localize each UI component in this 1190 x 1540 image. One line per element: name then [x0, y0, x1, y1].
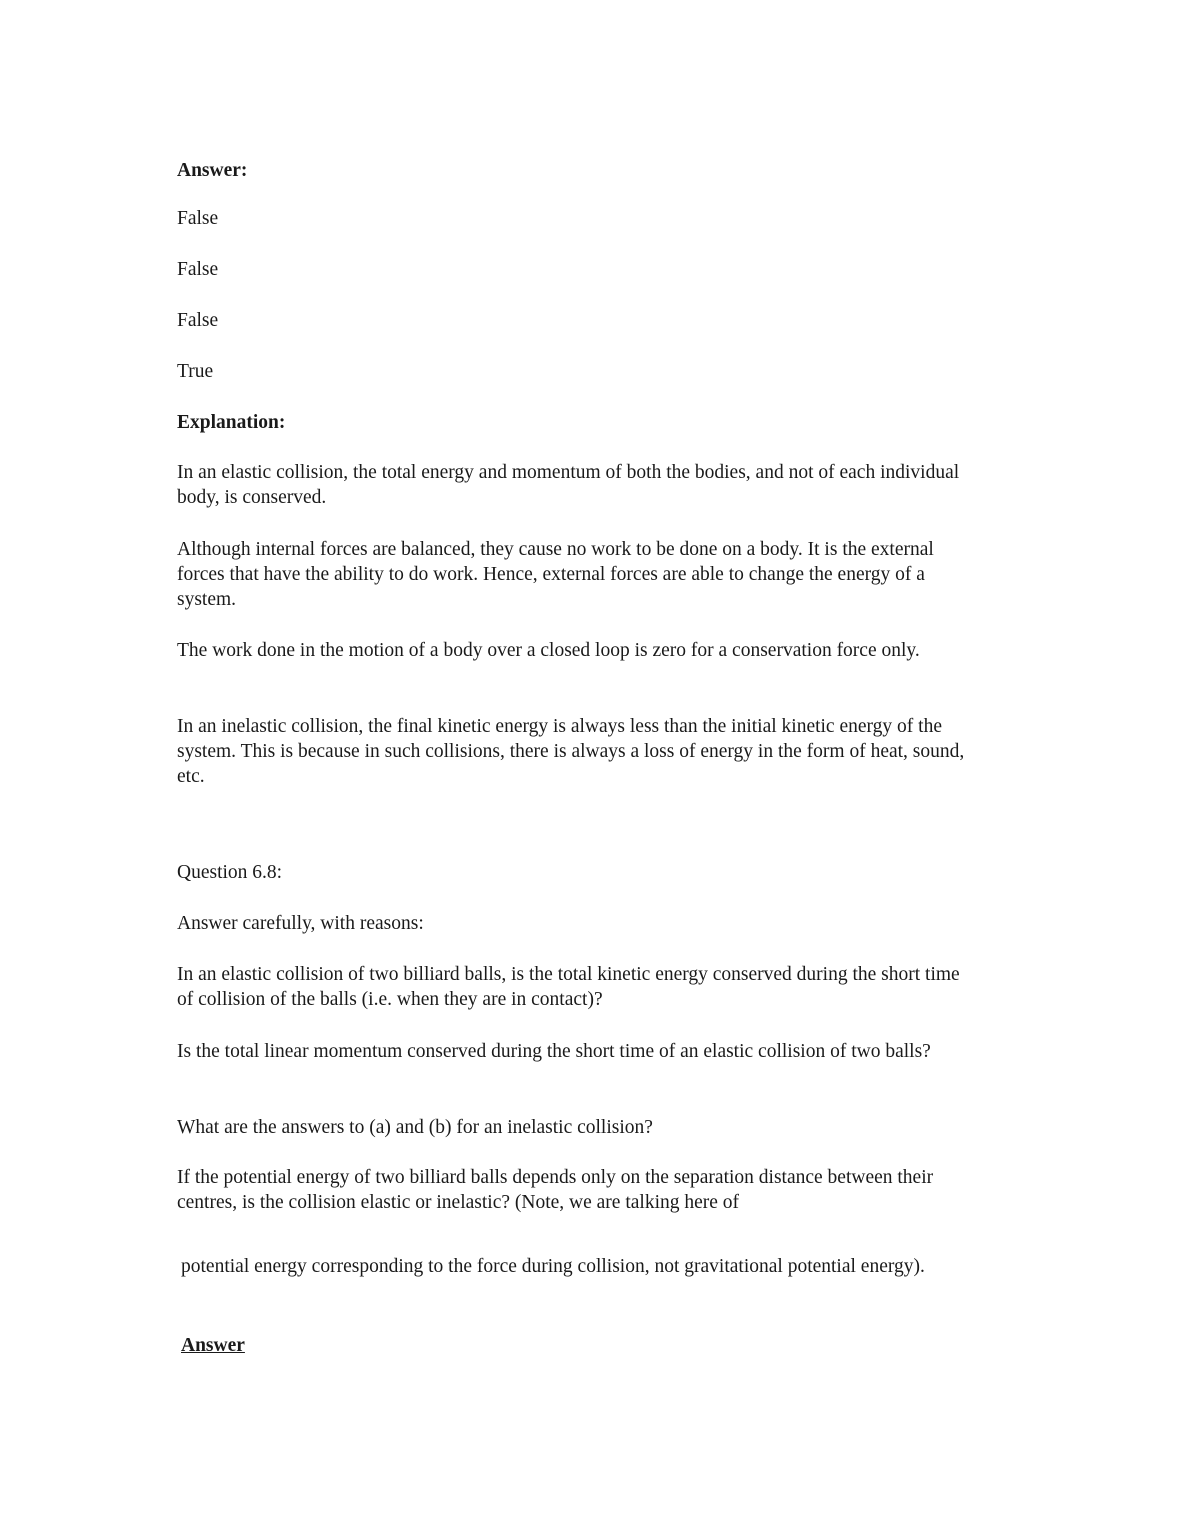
answer-item-1: False	[177, 208, 219, 229]
explanation-heading: Explanation:	[177, 412, 286, 433]
question-title: Question 6.8:	[177, 862, 283, 883]
answer-heading: Answer:	[177, 160, 248, 181]
answer-footer-heading: Answer	[181, 1335, 245, 1356]
question-part-a: In an elastic collision of two billiard balls, is the total kinetic energy conserved during the short time of collision of the balls (i.e. when they are in contact)?	[177, 964, 960, 1010]
answer-item-3: False	[177, 310, 219, 331]
explanation-paragraph-1: In an elastic collision, the total energy and momentum of both the bodies, and not of each individual body, is conserved.	[177, 462, 960, 508]
explanation-paragraph-3: The work done in the motion of a body over a closed loop is zero for a conservation force only.	[177, 640, 920, 661]
question-part-d: If the potential energy of two billiard balls depends only on the separation distance between their centres, is the collision elastic or inelastic? (Note, we are talking here of	[177, 1167, 934, 1213]
question-part-b: Is the total linear momentum conserved during the short time of an elastic collision of two balls?	[177, 1041, 931, 1062]
question-part-c: What are the answers to (a) and (b) for an inelastic collision?	[177, 1117, 653, 1138]
answer-item-4: True	[177, 361, 214, 382]
explanation-paragraph-4: In an inelastic collision, the final kinetic energy is always less than the initial kinetic energy of the system. This is because in such collisions, there is always a loss of energy in the form of heat, sound, etc.	[177, 716, 965, 787]
answer-item-2: False	[177, 259, 219, 280]
question-instruction: Answer carefully, with reasons:	[177, 913, 424, 934]
explanation-paragraph-2: Although internal forces are balanced, they cause no work to be done on a body. It is the external forces that have the ability to do work. Hence, external forces are able to change the energy of a system.	[177, 539, 934, 610]
question-part-d-continuation: potential energy corresponding to the force during collision, not gravitational potential energy).	[181, 1256, 925, 1277]
